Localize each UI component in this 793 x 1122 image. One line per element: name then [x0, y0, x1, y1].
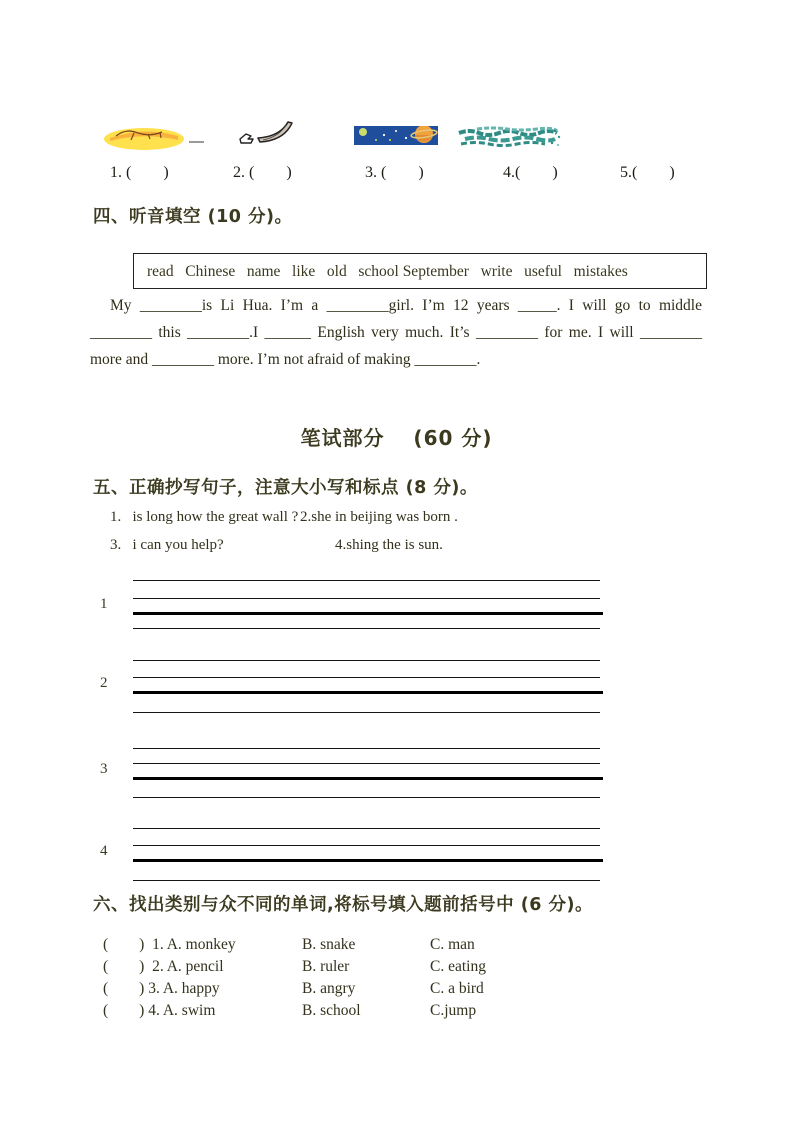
writing-line-baseline	[133, 777, 603, 780]
passage-line-1: My ________is Li Hua. I’m a ________girl. I’m 12 years _____. I will go to middle	[110, 297, 702, 314]
writing-line	[133, 828, 600, 829]
row2-option-c: C. eating	[430, 958, 486, 975]
row4-option-a: ( ) 4. A. swim	[103, 1002, 216, 1019]
passage-line-2: ________ this ________.I ______ English very much. It’s ________ for me. I will ________	[90, 324, 702, 341]
writing-line	[133, 712, 600, 713]
cloze-passage	[90, 292, 702, 373]
writing-grid-number-1: 1	[100, 596, 108, 612]
writing-line-baseline	[133, 612, 603, 615]
row3-option-b: B. angry	[302, 980, 356, 997]
writing-line	[133, 677, 600, 678]
answer-blank-4: 4.( )	[503, 164, 558, 181]
writing-line-baseline	[133, 859, 603, 862]
writing-line	[133, 748, 600, 749]
odd-one-out-row-1	[0, 936, 793, 958]
answer-blank-2: 2. ( )	[233, 164, 292, 181]
written-part-title: 笔试部分 (60 分)	[300, 426, 493, 450]
section4-title: 四、听音填空 (10 分)。	[93, 207, 293, 227]
row1-option-b: B. snake	[302, 936, 356, 953]
copy-sentence-1: 1. is long how the great wall ?	[110, 509, 299, 525]
row4-option-c: C.jump	[430, 1002, 477, 1019]
row1-option-c: C. man	[430, 936, 475, 953]
odd-one-out-row-3	[0, 980, 793, 1002]
writing-line	[133, 797, 600, 798]
row4-option-b: B. school	[302, 1002, 361, 1019]
section5-title: 五、正确抄写句子，注意大小写和标点 (8 分)。	[93, 478, 478, 498]
lineart-animal-crop-icon	[236, 121, 294, 148]
writing-line	[133, 598, 600, 599]
copy-sentence-3: 3. i can you help?	[110, 537, 224, 553]
beach-sand-crop-icon	[104, 123, 186, 150]
odd-one-out-row-4	[0, 1002, 793, 1024]
writing-grid-number-4: 4	[100, 843, 108, 859]
copy-sentence-4: 4.shing the is sun.	[335, 537, 443, 553]
answer-blank-1: 1. ( )	[110, 164, 169, 181]
picture-crop-mark	[189, 141, 204, 143]
writing-line	[133, 845, 600, 846]
row3-option-c: C. a bird	[430, 980, 484, 997]
writing-line	[133, 628, 600, 629]
teal-texture-crop-icon	[457, 125, 563, 148]
writing-line	[133, 880, 600, 881]
copy-sentence-2: 2.she in beijing was born .	[300, 509, 458, 525]
writing-line	[133, 580, 600, 581]
writing-grid-number-3: 3	[100, 761, 108, 777]
writing-line-baseline	[133, 691, 603, 694]
word-bank-box: read Chinese name like old school September write useful mistakes	[133, 253, 707, 289]
odd-one-out-row-2	[0, 958, 793, 980]
writing-line	[133, 660, 600, 661]
row3-option-a: ( ) 3. A. happy	[103, 980, 220, 997]
answer-blank-3: 3. ( )	[365, 164, 424, 181]
answer-blank-5: 5.( )	[620, 164, 675, 181]
writing-line	[133, 763, 600, 764]
passage-line-3: more and ________ more. I’m not afraid of making ________.	[90, 351, 481, 368]
writing-grid-number-2: 2	[100, 675, 108, 691]
section6-title: 六、找出类别与众不同的单词,将标号填入题前括号中 (6 分)。	[93, 895, 594, 915]
night-space-crop-icon	[354, 126, 438, 145]
row2-option-a: ( ) 2. A. pencil	[103, 958, 224, 975]
row1-option-a: ( ) 1. A. monkey	[103, 936, 236, 953]
row2-option-b: B. ruler	[302, 958, 350, 975]
